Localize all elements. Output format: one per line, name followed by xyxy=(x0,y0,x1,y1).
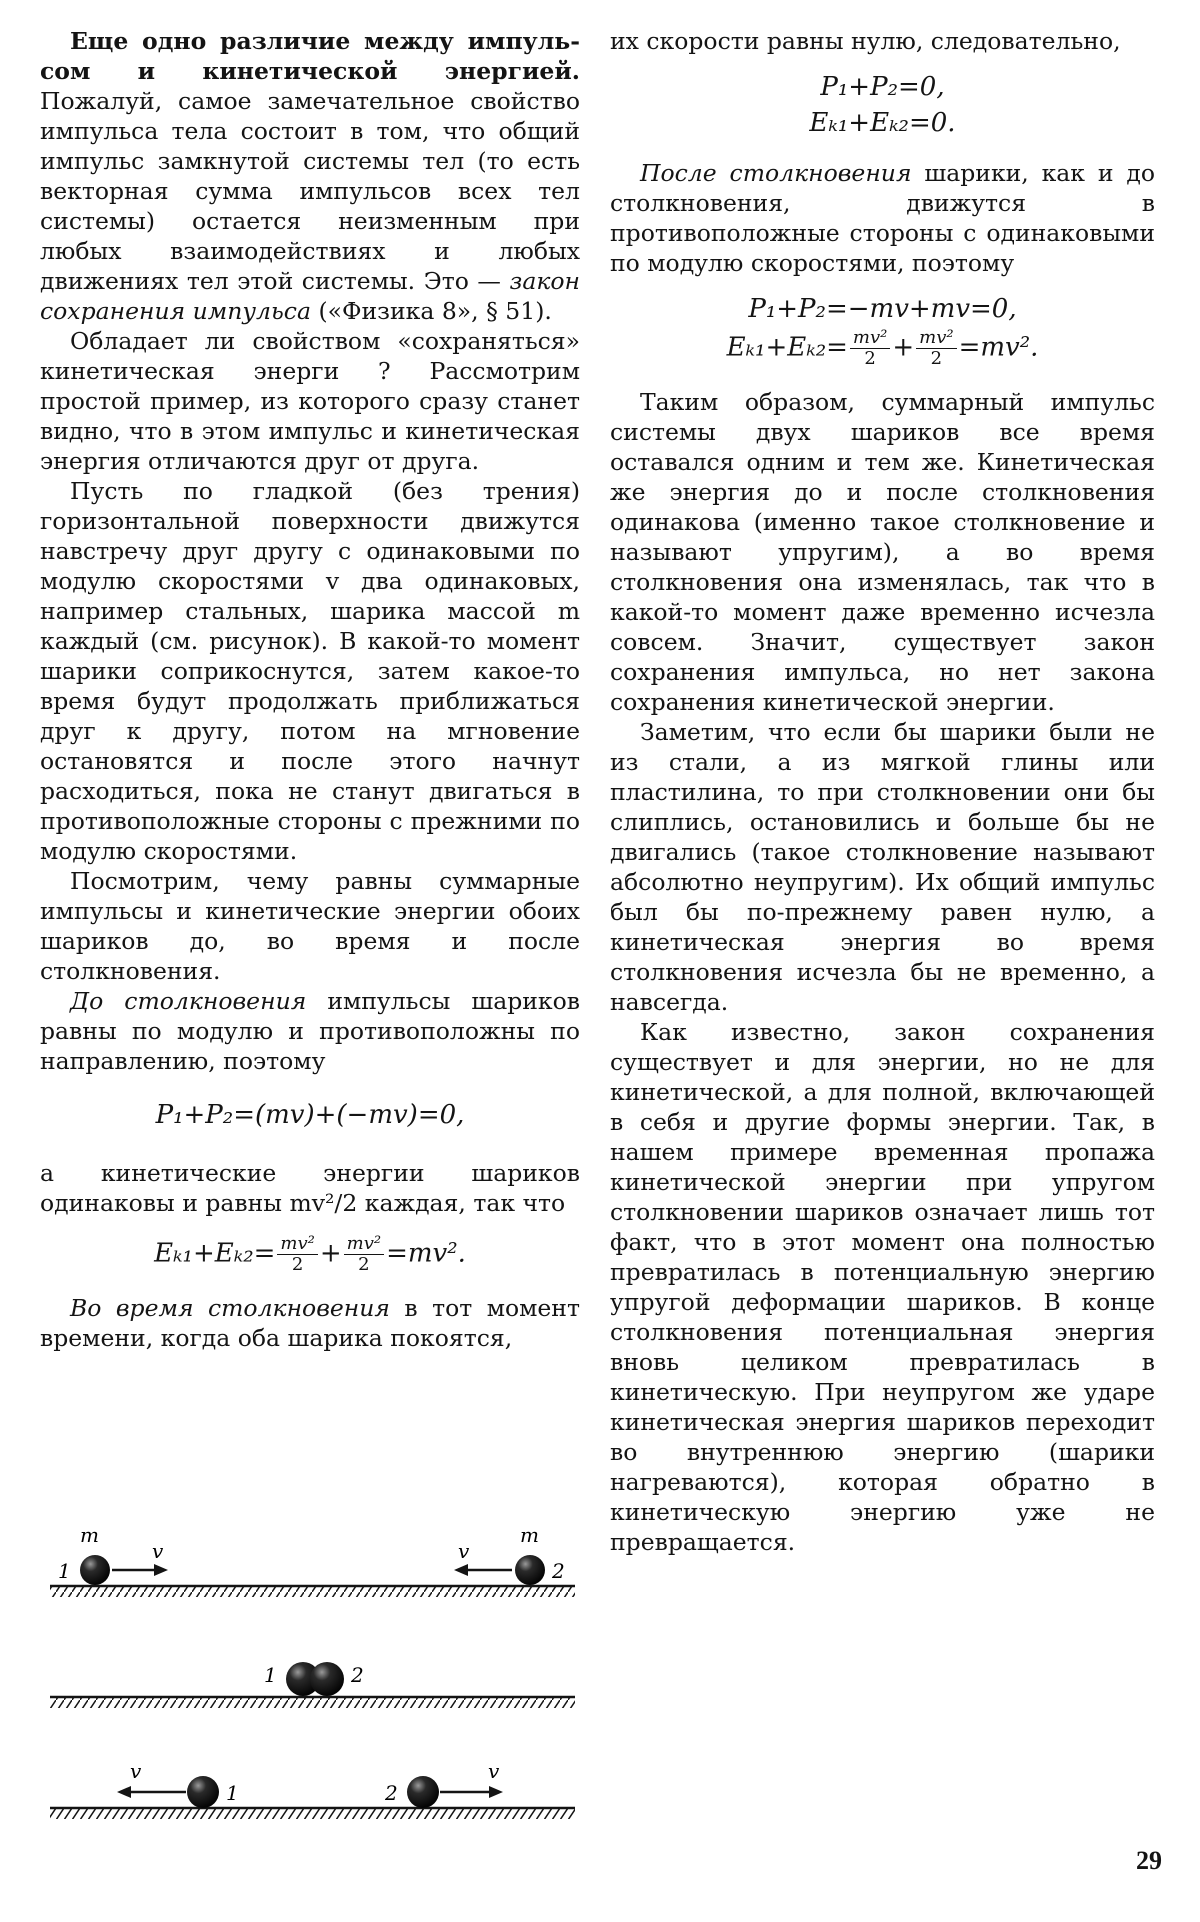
svg-text:2: 2 xyxy=(351,1663,364,1687)
fraction: $\frac{\text{mv²}}{2}$ xyxy=(850,328,890,369)
paragraph: а кинетические энергии шариков одинаковы и равны mv²/2 каждая, так что xyxy=(40,1159,580,1217)
paragraph: Пусть по гладкой (без трения) горизонтальной поверхности движутся навстречу друг другу с одинаковыми по модулю скоростями v два одинаковых, например стальных, шарика массой m каждый (см. рисунок). В какой-то момент шарики соприкоснутся, затем какое-то время будут продолжать приближаться друг к другу, потом на мгновение остановятся и после этого начнут расходиться, пока не станут двигаться в противоположные стороны с прежними по модулю скоростями. xyxy=(40,477,580,865)
svg-text:1: 1 xyxy=(264,1663,277,1687)
paragraph: Заметим, что если бы шарики были не из стали, а из мягкой глины или пластилина, то при столкновении они бы слиплись, остановились и больше бы не двигались (такое столкновение называют абсолютно неупругим). Их общий импульс был бы по-прежнему равен нулю, а кинетическая энергия во время столкновения исчезла бы не временно, а навсегда. xyxy=(610,718,1155,1016)
left-column xyxy=(40,26,580,1353)
ball-1 xyxy=(187,1776,219,1808)
svg-text:v: v xyxy=(488,1759,500,1783)
formula-after-collision: P₁+P₂=−mv+mv=0, Eₖ₁+Eₖ₂= $\frac{\text{mv²}}{2}$ + $\frac{\text{mv²}}{2}$ =mv². xyxy=(726,294,1039,369)
svg-text:v: v xyxy=(152,1539,164,1563)
arrow-icon xyxy=(454,1564,468,1576)
fraction: $\frac{\text{mv²}}{2}$ xyxy=(277,1234,317,1275)
paragraph: Таким образом, суммарный импульс системы двух шариков все время оставался одним и тем же. Кинетическая же энергия до и после столкновения одинакова (именно такое столкновение и называют упругим), а во время столкновения она изменялась, так что в какой-то момент даже временно исчезла совсем. Значит, существует закон сохранения импульса, но нет закона сохранения кинетической энергии. xyxy=(610,388,1155,716)
figure-row-before xyxy=(50,1523,575,1597)
svg-text:1: 1 xyxy=(226,1781,239,1805)
figure-row-during xyxy=(50,1662,575,1708)
lead-term: До столкновения xyxy=(70,987,307,1015)
formula-energy-before: Eₖ₁+Eₖ₂= $\frac{\text{mv²}}{2}$ + $\frac{\text{mv²}}{2}$ =mv². xyxy=(154,1233,466,1275)
paragraph: Еще одно различие между импульсом и кинетической энергией. Пожалуй, самое замечательное свойство импульса тела состоит в том, что общий импульс замкнутой системы тел (то есть векторная сумма импульсов всех тел системы) остается неизменным при любых взаимодействиях и любых движениях тел этой системы. Это — закон сохранения импульса («Физика 8», § 51). xyxy=(40,27,580,325)
paragraph: Как известно, закон сохранения существует и для энергии, но не для кинетической, а для полной, включающей в себя и другие формы энергии. Так, в нашем примере временная пропажа кинетической энергии при упругом столкновении шариков означает лишь тот факт, что в этот момент она полностью превратилась в потенциальную энергию упругой деформации шариков. В конце столкновения потенциальная энергия вновь целиком превратилась в кинетическую. При неупругом же ударе кинетическая энергия шариков переходит во внутреннюю энергию (шарики нагреваются), которая обратно в кинетическую энергию уже не превращается. xyxy=(610,1018,1155,1556)
ball-1 xyxy=(80,1555,110,1585)
figure-row-after xyxy=(50,1759,575,1819)
collision-figure xyxy=(40,1520,600,1840)
paragraph: Обладает ли свойством «сохраняться» кинетическая энерги ? Рассмотрим простой пример, из которого сразу станет видно, что в этом импульс и кинетическая энергия отличаются друг от друга. xyxy=(40,327,580,475)
svg-text:v: v xyxy=(458,1539,470,1563)
arrow-icon xyxy=(117,1786,131,1798)
ball-2 xyxy=(310,1662,344,1696)
svg-text:2: 2 xyxy=(552,1559,565,1583)
law-term: закон сохранения импульса xyxy=(40,267,580,325)
svg-text:m: m xyxy=(80,1523,99,1547)
svg-text:v: v xyxy=(130,1759,142,1783)
svg-text:m: m xyxy=(520,1523,539,1547)
section-heading: Еще одно различие между импульсом и кинетической энергией. xyxy=(40,27,580,85)
arrow-icon xyxy=(489,1786,503,1798)
paragraph: После столкновения шарики, как и до столкновения, движутся в противоположные стороны с одинаковыми по модулю скоростями, поэтому xyxy=(610,159,1155,277)
lead-term: После столкновения xyxy=(640,159,912,187)
arrow-icon xyxy=(154,1564,168,1576)
ball-2 xyxy=(515,1555,545,1585)
svg-text:1: 1 xyxy=(58,1559,71,1583)
svg-text:2: 2 xyxy=(385,1781,398,1805)
right-column xyxy=(610,26,1155,1557)
lead-term: Во время столкновения xyxy=(70,1294,390,1322)
paragraph: До столкновения импульсы шариков равны по модулю и противоположны по направлению, поэтому xyxy=(40,987,580,1075)
paragraph: Посмотрим, чему равны суммарные импульсы и кинетические энергии обоих шариков до, во время и после столкновения. xyxy=(40,867,580,985)
fraction: $\frac{\text{mv²}}{2}$ xyxy=(344,1234,384,1275)
paragraph: Во время столкновения в тот момент времени, когда оба шарика покоятся, xyxy=(40,1294,580,1352)
ball-2 xyxy=(407,1776,439,1808)
page-number: 29 xyxy=(1136,1846,1162,1875)
formula-during-collision: P₁+P₂=0, Eₖ₁+Eₖ₂=0. xyxy=(809,72,956,138)
fraction: $\frac{\text{mv²}}{2}$ xyxy=(916,328,956,369)
paragraph: их скорости равны нулю, следовательно, xyxy=(610,27,1121,55)
formula-momentum-before: P₁+P₂=(mv)+(−mv)=0, xyxy=(155,1100,465,1130)
